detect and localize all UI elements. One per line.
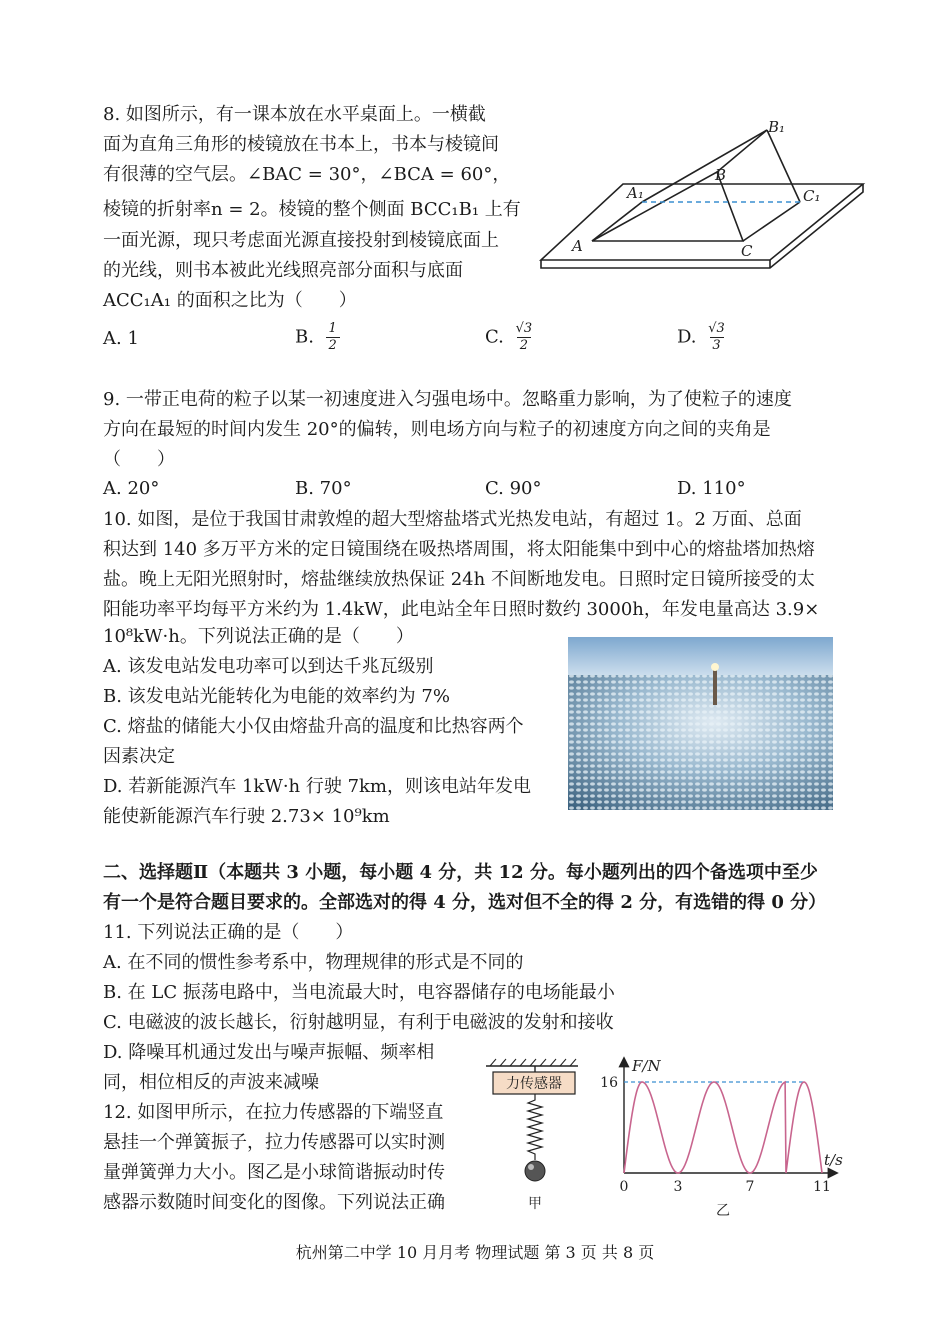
q11-option-d-line-1: D. 降噪耳机通过发出与噪声振幅、频率相 [103,1042,435,1063]
figure-yi-label: 乙 [716,1203,730,1219]
q8-option-c-num: √3 [515,321,533,336]
q8-option-b-fraction [326,322,340,353]
spring-sensor-figure [478,1058,588,1218]
x-tick-label-3: 3 [673,1179,683,1195]
q10-line-2: 积达到 140 多万平方米的定日镜围绕在吸热塔周围，将太阳能集中到中心的熔盐塔加热熔 [103,539,815,560]
q8-line-4: 棱镜的折射率n = 2。棱镜的整个侧面 BCC₁B₁ 上有 [103,199,521,220]
q9-line-3: （ ） [103,449,175,470]
q12-line-3: 量弹簧弹力大小。图乙是小球简谐振动时传 [103,1162,445,1183]
label-a1: A₁ [627,184,644,202]
force-sensor-label: 力传感器 [506,1076,562,1092]
q10-line-3: 盐。晚上无阳光照射时，熔盐继续放热保证 24h 不间断地发电。日照时定日镜所接受的太 [103,569,815,590]
spring [528,1094,542,1160]
q10-option-d-line-1: D. 若新能源汽车 1kW·h 行驶 7km，则该电站年发电 [103,776,531,797]
q8-option-d [677,322,725,353]
q9-line-2: 方向在最短的时间内发生 20°的偏转，则电场方向与粒子的初速度方向之间的夹角是 [103,419,771,440]
q8-option-c [485,322,532,353]
q9-line-1: 9. 一带正电荷的粒子以某一初速度进入匀强电场中。忽略重力影响，为了使粒子的速度 [103,389,792,410]
q9-option-b: B. 70° [295,478,352,499]
section2-heading-line-2: 有一个是符合题目要求的。全部选对的得 4 分，选对但不全的得 2 分，有选错的得 0 分） [103,892,827,913]
label-b: B [715,166,727,184]
q9-option-a: A. 20° [103,478,160,499]
q9-option-c: C. 90° [485,478,542,499]
page-footer: 杭州第二中学 10 月月考 物理试题 第 3 页 共 8 页 [295,1243,655,1262]
q8-option-b [295,322,340,353]
prism-figure [535,110,875,280]
x-tick-label-0: 0 [619,1179,629,1195]
figure-jia-label: 甲 [528,1196,542,1212]
force-curve [624,1082,822,1173]
q10-option-c-line-2: 因素决定 [103,746,175,767]
label-b1: B₁ [768,118,786,136]
q11-stem: 11. 下列说法正确的是（ ） [103,922,354,943]
q8-option-b-label: B. [295,326,314,348]
q8-line-1: 8. 如图所示，有一课本放在水平桌面上。一横截 [103,104,486,125]
q8-option-c-label: C. [485,326,504,348]
q11-option-c: C. 电磁波的波长越长，衍射越明显，有利于电磁波的发射和接收 [103,1012,614,1033]
q11-option-d-line-2: 同，相位相反的声波来减噪 [103,1072,319,1093]
q8-line-3: 有很薄的空气层。∠BAC = 30°，∠BCA = 60°， [103,164,511,185]
label-c: C [741,242,753,260]
q8-option-b-den: 2 [328,338,337,353]
section2-heading-line-1: 二、选择题Ⅱ（本题共 3 小题，每小题 4 分，共 12 分。每小题列出的四个备选项中至少 [103,862,818,883]
q9-option-d: D. 110° [677,478,746,499]
force-time-chart [596,1055,856,1220]
q11-option-b: B. 在 LC 振荡电路中，当电流最大时，电容器储存的电场能最小 [103,982,615,1003]
q11-option-a: A. 在不同的惯性参考系中，物理规律的形式是不同的 [103,952,524,973]
solar-station-photo [568,637,833,810]
q8-line-7: ACC₁A₁ 的面积之比为（ ） [103,290,357,311]
q8-line-5: 一面光源，现只考虑面光源直接投射到棱镜底面上 [103,230,499,251]
q10-option-b: B. 该发电站光能转化为电能的效率约为 7% [103,686,450,707]
x-tick-label-11: 11 [813,1179,831,1195]
label-a: A [572,237,583,255]
q10-option-d-line-2: 能使新能源汽车行驶 2.73× 10⁹km [103,806,390,827]
q8-option-c-fraction [516,322,533,353]
y-tick-label-16: 16 [600,1075,618,1091]
q8-option-d-fraction [708,322,725,353]
q8-option-b-num: 1 [328,321,337,336]
q8-line-2: 面为直角三角形的棱镜放在书本上，书本与棱镜间 [103,134,499,155]
x-tick-label-7: 7 [745,1179,755,1195]
q12-line-1: 12. 如图甲所示，在拉力传感器的下端竖直 [103,1102,444,1123]
q10-option-a: A. 该发电站发电功率可以到达千兆瓦级别 [103,656,434,677]
q8-option-d-label: D. [677,326,697,348]
chart-x-label: t/s [824,1151,843,1169]
q8-line-6: 的光线，则书本被此光线照亮部分面积与底面 [103,260,463,281]
q10-line-1: 10. 如图，是位于我国甘肃敦煌的超大型熔盐塔式光热发电站，有超过 1。2 万面、总面 [103,509,802,530]
q8-option-a: A. 1 [103,328,139,349]
q8-option-c-den: 2 [519,338,529,353]
q10-line-5: 10⁸kW·h。下列说法正确的是（ ） [103,626,414,647]
q8-option-d-num: √3 [708,321,725,336]
q8-option-d-den: 3 [712,338,721,353]
q12-line-2: 悬挂一个弹簧振子，拉力传感器可以实时测 [103,1132,445,1153]
chart-y-label: F/N [632,1057,661,1075]
q10-line-4: 阳能功率平均每平方米约为 1.4kW，此电站全年日照时数约 3000h，年发电量高达 3.9× [103,599,820,620]
q12-line-4: 感器示数随时间变化的图像。下列说法正确 [103,1192,445,1213]
label-c1: C₁ [803,187,821,205]
q10-option-c-line-1: C. 熔盐的储能大小仅由熔盐升高的温度和比热容两个 [103,716,524,737]
oscillator-ball [525,1161,545,1181]
